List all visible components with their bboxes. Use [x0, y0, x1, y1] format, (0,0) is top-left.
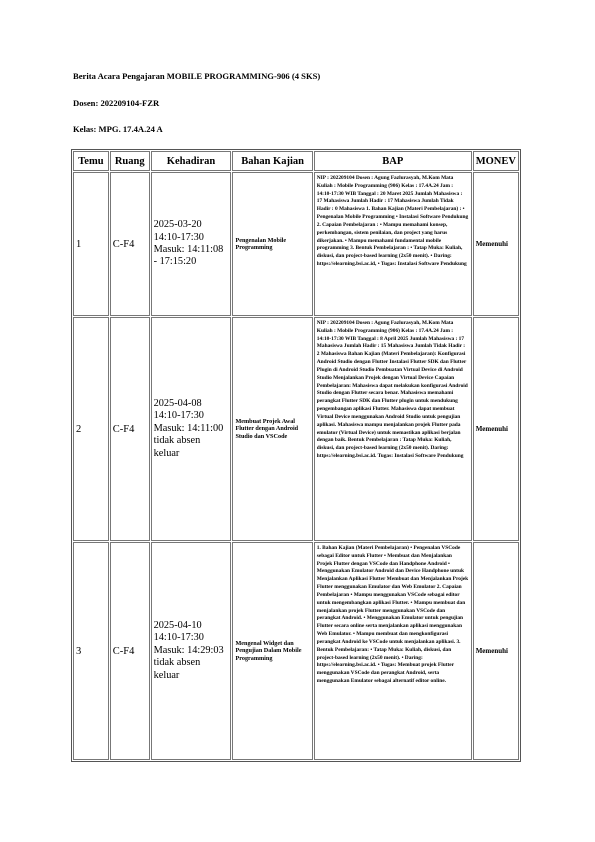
lecturer-line: Dosen: 202209104-FZR — [73, 98, 160, 108]
class-line: Kelas: MPG. 17.4A.24 A — [73, 124, 163, 134]
cell-kehadiran: 2025-04-10 14:10-17:30 Masuk: 14:29:03 tidak absen keluar — [151, 542, 232, 760]
cell-kehadiran: 2025-04-08 14:10-17:30 Masuk: 14:11:00 tidak absen keluar — [151, 317, 232, 541]
col-header-ruang: Ruang — [110, 151, 150, 171]
attendance-table — [71, 149, 521, 762]
cell-monev: Memenuhi — [473, 317, 519, 541]
col-header-kehadiran: Kehadiran — [151, 151, 232, 171]
cell-bahan-kajian: Membuat Projek Awal Flutter dengan Android Studio dan VSCode — [232, 317, 312, 541]
cell-kehadiran: 2025-03-20 14:10-17:30 Masuk: 14:11:08 - 17:15:20 — [151, 172, 232, 316]
cell-monev: Memenuhi — [473, 542, 519, 760]
cell-monev: Memenuhi — [473, 172, 519, 316]
cell-temu: 3 — [73, 542, 109, 760]
table-row — [73, 317, 519, 541]
col-header-monev: MONEV — [473, 151, 519, 171]
document-title: Berita Acara Pengajaran MOBILE PROGRAMMING-906 (4 SKS) — [73, 71, 321, 81]
col-header-temu: Temu — [73, 151, 109, 171]
table-header-row — [73, 151, 519, 171]
col-header-bahan-kajian: Bahan Kajian — [232, 151, 312, 171]
cell-bahan-kajian: Pengenalan Mobile Programming — [232, 172, 312, 316]
cell-temu: 1 — [73, 172, 109, 316]
cell-bap: NIP : 202209104 Dosen : Agung Fazlurasyah, M.Kom Mata Kuliah : Mobile Programming (906) Kelas : 17.4A.24 Jam : 14:10-17:30 WIB Tanggal : 20 Maret 2025 Jumlah Mahasiswa : 17 Mahasiswa Jumlah Hadir : 17 Mahasiswa Jumlah Tidak Hadir : 0 Mahasiswa 1. Bahan Kajian (Materi Pembelajaran) : • Pengenalan Mobile Programming • Instalasi Software Pendukung 2. Capaian Pembelajaran : • Mampu memahami konsep, perkembangan, sistem penilaian, dan project yang harus dikerjakan. • Mampu memahami fundamental mobile programming 3. Bentuk Pembelajaran : • Tatap Muka: Kuliah, diskusi, dan project-based learning (2x50 menit). • Daring: https://elearning.bsi.ac.id, • Tugas: Instalasi Software Pendukung — [314, 172, 472, 316]
cell-bahan-kajian: Mengenal Widget dan Pengujian Dalam Mobile Programming — [232, 542, 312, 760]
col-header-bap: BAP — [314, 151, 472, 171]
cell-ruang: C-F4 — [110, 542, 150, 760]
cell-ruang: C-F4 — [110, 317, 150, 541]
cell-bap: NIP : 202209104 Dosen : Agung Fazlurasyah, M.Kom Mata Kuliah : Mobile Programming (906) Kelas : 17.4A.24 Jam : 14:10-17:30 WIB Tanggal : 8 April 2025 Jumlah Mahasiswa : 17 Mahasiswa Jumlah Hadir : 15 Mahasiswa Jumlah Tidak Hadir : 2 Mahasiswa Bahan Kajian (Materi Pembelajaran): Konfigurasi Android Studio dengan Flutter Instalasi Flutter SDK dan Flutter Plugin di Android Studio Pembuatan Virtual Device di Android Studio Menjalankan Projek dengan Virtual Device Capaian Pembelajaran: Mahasiswa dapat melakukan konfigurasi Android Studio dengan Flutter secara benar. Mahasiswa memahami perangkat Flutter SDK dan Flutter plugin untuk mendukung pengembangan aplikasi Flutter. Mahasiswa dapat membuat Virtual Device menggunakan Android Studio untuk pengujian aplikasi. Mahasiswa mampu menjalankan projek Flutter pada emulator (Virtual Device) untuk memastikan aplikasi berjalan dengan baik. Bentuk Pembelajaran : Tatap Muka: Kuliah, diskusi, dan project-based learning (2x50 menit). Daring: https://elearning.bsi.ac.id. Tugas: Instalasi Software Pendukung — [314, 317, 472, 541]
table-row — [73, 542, 519, 760]
table-row — [73, 172, 519, 316]
cell-temu: 2 — [73, 317, 109, 541]
cell-ruang: C-F4 — [110, 172, 150, 316]
cell-bap: 1. Bahan Kajian (Materi Pembelajaran) • Pengenalan VSCode sebagai Editor untuk Flutter • Membuat dan Menjalankan Projek Flutter dengan VSCode dan Handphone Android • Menggunakan Emulator Android dan Device Handphone untuk Menjalankan Aplikasi Flutter Membuat dan Menjalankan Projek Flutter menggunakan Emulator dan Web Emulator 2. Capaian Pembelajaran • Mampu menggunakan VSCode sebagai editor untuk mengembangkan aplikasi Flutter. • Mampu membuat dan menjalankan projek Flutter menggunakan VSCode dan perangkat Android. • Menggunakan Emulator untuk pengujian Flutter secara online serta menjalankan aplikasi menggunakan Web Emulator. • Mampu membuat dan mengkonfigurasi perangkat Android ke VSCode untuk menjalankan aplikasi. 3. Bentuk Pembelajaran: • Tatap Muka: Kuliah, diskusi, dan project-based learning (2x50 menit). • Daring: https://elearning.bsi.ac.id. • Tugas: Membuat projek Flutter menggunakan VSCode dan perangkat Android, serta menggunakan Emulator sebagai alternatif editor online. — [314, 542, 472, 760]
